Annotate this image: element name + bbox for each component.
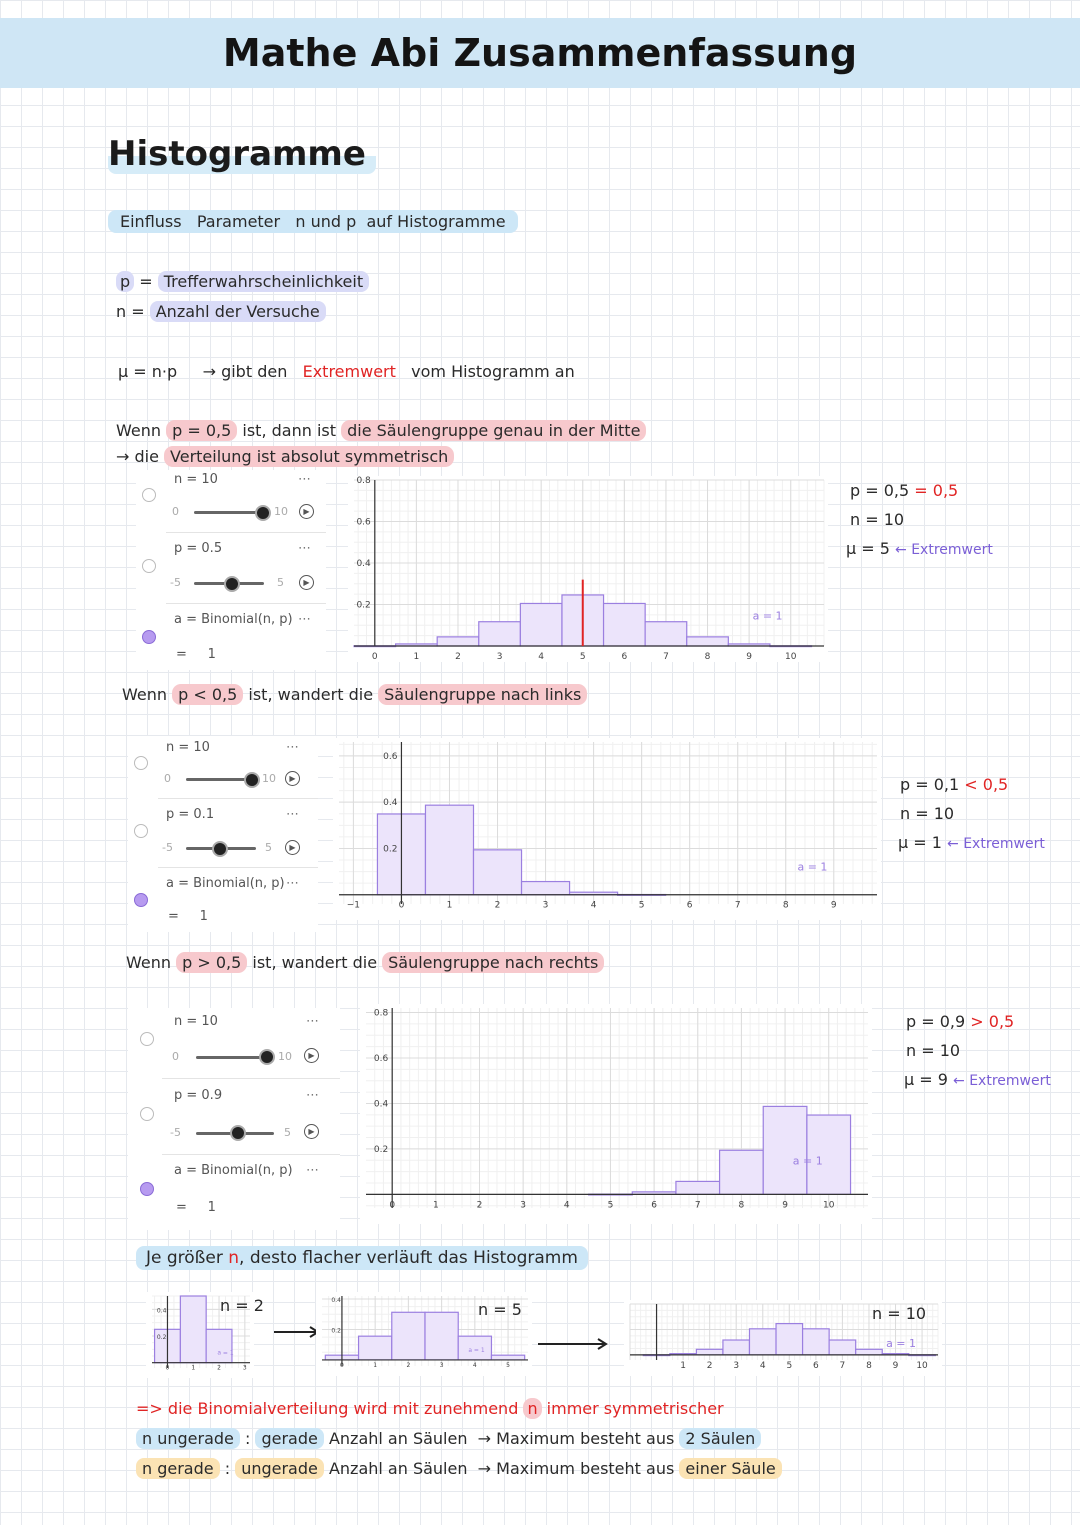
note-p-value: p = 0,9	[906, 1012, 966, 1031]
note-p-equal	[850, 481, 958, 500]
slider-n-knob[interactable]	[259, 1049, 275, 1065]
x-tick-label: 5	[579, 652, 586, 662]
divider	[158, 867, 318, 868]
slider-n-min: 0	[172, 505, 179, 518]
x-tick-label: 10	[822, 1200, 835, 1211]
slider-n-knob[interactable]	[244, 772, 260, 788]
slider-n-min: 0	[172, 1050, 179, 1063]
histogram-bar	[763, 1106, 807, 1194]
menu-dots[interactable]: ⋯	[306, 1163, 320, 1178]
histogram-bar	[520, 603, 562, 646]
x-tick-label: 9	[746, 652, 752, 662]
x-tick-label: 3	[542, 900, 549, 911]
note-p-greater	[906, 1012, 1014, 1031]
x-tick-label: 4	[563, 1200, 570, 1211]
odd-label: n ungerade	[136, 1428, 240, 1449]
case-equal-line-2	[116, 447, 454, 466]
y-tick-label: 0.6	[356, 517, 371, 528]
slider-p-min: -5	[170, 1126, 181, 1139]
histogram-bar	[749, 1329, 776, 1355]
visibility-toggle-p[interactable]	[142, 559, 156, 573]
menu-dots[interactable]: ⋯	[286, 876, 300, 891]
binomial-value: = 1	[168, 909, 208, 924]
case-greater-text: ist, wandert die	[252, 953, 378, 972]
chart-label: a = 1	[217, 1349, 234, 1357]
visibility-toggle-a[interactable]	[140, 1182, 154, 1196]
y-tick-label: 0.8	[373, 1008, 389, 1019]
case-equal-text: ist, dann ist	[242, 421, 336, 440]
x-tick-label: 8	[866, 1360, 872, 1371]
histogram-bar	[856, 1349, 883, 1355]
x-tick-label: 1	[413, 652, 420, 662]
slider-p-min: -5	[162, 841, 173, 854]
note-mu-value: μ = 9	[904, 1070, 948, 1089]
x-tick-label: 7	[663, 652, 669, 662]
mu-formula: μ = n·p	[118, 362, 178, 381]
visibility-toggle-n[interactable]	[140, 1032, 154, 1046]
y-tick-label: 0.4	[383, 798, 398, 809]
even-result: einer Säule	[679, 1458, 781, 1479]
note-mu-greater	[904, 1070, 1051, 1089]
histogram-p05[interactable]	[348, 476, 828, 662]
histogram-p01[interactable]	[333, 738, 881, 920]
intro-word-2: Parameter	[196, 212, 281, 231]
note-mu-value: μ = 5	[846, 539, 890, 558]
menu-dots[interactable]: ⋯	[298, 472, 312, 487]
y-tick-label: 0.6	[373, 1054, 389, 1064]
play-icon[interactable]: ▶	[285, 771, 300, 786]
histogram-bar	[425, 805, 473, 895]
section-heading	[108, 134, 376, 174]
x-tick-label: 4	[759, 1360, 766, 1371]
histogram-bar	[604, 603, 646, 646]
histogram-bar	[474, 850, 522, 895]
arrow-right-icon	[536, 1336, 610, 1352]
divider	[162, 1154, 340, 1155]
x-tick-label: 0	[389, 1200, 396, 1211]
chart-label: a = 1	[886, 1336, 917, 1350]
intro-word-1: Einfluss	[120, 212, 182, 231]
geogebra-panel-1	[136, 470, 326, 670]
slider-p-knob[interactable]	[212, 841, 228, 857]
x-tick-label: 1	[680, 1360, 686, 1371]
conclusion-arrow: =>	[136, 1399, 163, 1418]
note-p-compare: = 0,5	[914, 481, 959, 500]
histogram-bar	[645, 622, 687, 646]
x-tick-label: 8	[782, 900, 789, 911]
note-p-compare: > 0,5	[970, 1012, 1015, 1031]
y-tick-label: 0.2	[331, 1327, 341, 1335]
x-tick-label: 3	[520, 1200, 527, 1211]
histogram-bar	[676, 1181, 720, 1194]
slider-n-label: n = 10	[174, 472, 218, 487]
x-tick-label: 6	[812, 1360, 819, 1371]
note-p-compare: < 0,5	[964, 775, 1009, 794]
histogram-bar	[180, 1296, 206, 1363]
histogram-bar	[720, 1150, 764, 1194]
x-tick-label: 6	[651, 1200, 657, 1211]
menu-dots[interactable]: ⋯	[298, 541, 312, 556]
def-p-eq: =	[139, 272, 153, 291]
even-label: n gerade	[136, 1458, 220, 1479]
case-greater-condition: p > 0,5	[176, 952, 247, 973]
note-mu-less	[898, 833, 1045, 852]
visibility-toggle-a[interactable]	[134, 893, 148, 907]
note-mu-value: μ = 1	[898, 833, 942, 852]
visibility-toggle-a[interactable]	[142, 630, 156, 644]
x-tick-label: 10	[784, 652, 797, 662]
heading-text: Histogramme	[108, 134, 376, 174]
x-tick-label: 0	[165, 1364, 170, 1372]
mu-arrow-text: → gibt den	[202, 362, 288, 381]
x-tick-label: 9	[892, 1360, 899, 1371]
note-p-less	[900, 775, 1008, 794]
label-n5: n = 5	[478, 1300, 522, 1319]
chart-label: a = 1	[792, 1154, 823, 1168]
x-tick-label: 5	[638, 900, 645, 911]
odd-result: 2 Säulen	[679, 1428, 761, 1449]
flatness-text-a: Je größer	[146, 1248, 223, 1268]
y-tick-label: 0.6	[383, 751, 398, 762]
even-colon: :	[224, 1459, 231, 1478]
slider-p-label: p = 0.1	[166, 807, 215, 822]
y-tick-label: 0.2	[356, 600, 371, 611]
case-equal-symmetric: Verteilung ist absolut symmetrisch	[164, 446, 454, 467]
y-tick-label: 0.4	[156, 1307, 167, 1315]
histogram-p09[interactable]	[360, 1004, 872, 1224]
flatness-text-b: , desto flacher verläuft das Histogramm	[239, 1248, 578, 1268]
case-equal-highlight: die Säulengruppe genau in der Mitte	[341, 420, 646, 441]
divider	[166, 603, 326, 604]
chart-label: a = 1	[752, 609, 783, 623]
slider-p-label: p = 0.5	[174, 541, 223, 556]
slider-p-knob[interactable]	[224, 576, 240, 592]
binomial-definition[interactable]: a = Binomial(n, p)	[166, 876, 285, 891]
x-tick-label: 6	[621, 652, 628, 662]
label-n2: n = 2	[220, 1296, 264, 1315]
x-tick-label: 2	[494, 900, 501, 911]
histogram-bar	[479, 622, 521, 646]
y-tick-label: 0.2	[373, 1144, 389, 1155]
slider-p-max: 5	[284, 1126, 291, 1139]
case-less-wenn: Wenn	[122, 685, 168, 704]
definition-p	[116, 272, 369, 291]
visibility-toggle-p[interactable]	[134, 824, 148, 838]
y-tick-label: 0.4	[331, 1297, 341, 1305]
even-rule	[136, 1459, 782, 1478]
case-equal-condition: p = 0,5	[166, 420, 237, 441]
case-less-condition: p < 0,5	[172, 684, 243, 705]
odd-even-count: gerade	[255, 1428, 323, 1449]
geogebra-panel-2	[128, 736, 318, 932]
conclusion-text-b: immer symmetrischer	[546, 1399, 724, 1418]
x-tick-label: 2	[476, 1200, 483, 1211]
x-tick-label: 4	[472, 1361, 477, 1369]
x-tick-label: 0	[340, 1361, 344, 1369]
mu-line	[118, 362, 575, 381]
histogram-bar	[437, 637, 479, 646]
divider	[162, 1078, 340, 1079]
x-tick-label: 1	[373, 1361, 378, 1369]
note-extremwert: ← Extremwert	[895, 542, 993, 558]
conclusion-text-a: die Binomialverteilung wird mit zunehmend	[167, 1399, 519, 1418]
binomial-definition[interactable]: a = Binomial(n, p)	[174, 612, 293, 627]
conclusion-line	[136, 1399, 724, 1418]
case-greater-highlight: Säulengruppe nach rechts	[382, 952, 604, 973]
histogram-bar	[392, 1312, 425, 1360]
x-tick-label: 0	[398, 900, 405, 911]
divider	[158, 798, 318, 799]
slider-p-max: 5	[265, 841, 272, 854]
x-tick-label: 5	[786, 1360, 793, 1371]
x-tick-label: 1	[191, 1364, 196, 1372]
x-tick-label: 9	[830, 900, 837, 911]
y-tick-label: 0.4	[373, 1099, 389, 1110]
x-tick-label: 2	[217, 1364, 221, 1372]
note-p-value: p = 0,5	[850, 481, 910, 500]
menu-dots[interactable]: ⋯	[306, 1014, 320, 1029]
odd-arrow: → Maximum besteht aus	[477, 1429, 675, 1448]
x-tick-label: 3	[439, 1361, 444, 1369]
play-icon[interactable]: ▶	[299, 575, 314, 590]
x-tick-label: 8	[738, 1200, 745, 1211]
x-tick-label: 3	[733, 1360, 740, 1371]
y-tick-label: 0.2	[156, 1334, 167, 1341]
case-less-text: ist, wandert die	[248, 685, 374, 704]
y-tick-label: 0.2	[383, 844, 398, 855]
visibility-toggle-n[interactable]	[134, 756, 148, 770]
x-tick-label: 2	[706, 1360, 713, 1371]
x-tick-label: 7	[734, 900, 741, 911]
x-tick-label: 2	[406, 1361, 411, 1369]
binomial-value: = 1	[176, 1200, 216, 1215]
slider-n-label: n = 10	[174, 1014, 218, 1029]
x-tick-label: 6	[686, 900, 693, 911]
x-tick-label: 8	[704, 652, 711, 662]
play-icon[interactable]: ▶	[299, 504, 314, 519]
arrow-right-icon	[272, 1324, 322, 1340]
note-mu-equal	[846, 539, 993, 558]
histogram-bar	[829, 1340, 856, 1355]
slider-n-knob[interactable]	[255, 505, 271, 521]
play-icon[interactable]: ▶	[304, 1048, 319, 1063]
play-icon[interactable]: ▶	[285, 840, 300, 855]
case-less-highlight: Säulengruppe nach links	[378, 684, 587, 705]
odd-rule	[136, 1429, 761, 1448]
slider-p-knob[interactable]	[230, 1125, 246, 1141]
chart-label: a = 1	[797, 860, 828, 874]
def-n-text: Anzahl der Versuche	[155, 302, 320, 321]
x-tick-label: 3	[496, 652, 503, 662]
menu-dots[interactable]: ⋯	[286, 807, 300, 822]
x-tick-label: 1	[432, 1200, 439, 1211]
x-tick-label: 0	[371, 652, 378, 662]
slider-p-min: -5	[170, 576, 181, 589]
even-odd-count: ungerade	[235, 1458, 324, 1479]
menu-dots[interactable]: ⋯	[306, 1088, 320, 1103]
histogram-bar	[723, 1340, 750, 1355]
x-tick-label: 3	[242, 1364, 247, 1372]
divider	[166, 532, 326, 533]
x-tick-label: 7	[694, 1200, 701, 1211]
histogram-bar	[803, 1329, 830, 1355]
case-equal-line-1	[116, 421, 646, 440]
visibility-toggle-n[interactable]	[142, 488, 156, 502]
case-equal-arrow: → die	[116, 447, 159, 466]
histogram-bar	[206, 1329, 232, 1362]
x-tick-label: 10	[916, 1360, 928, 1371]
y-tick-label: 0.8	[356, 476, 371, 486]
slider-p-label: p = 0.9	[174, 1088, 223, 1103]
binomial-value: = 1	[176, 647, 216, 662]
histogram-bar	[776, 1324, 803, 1355]
intro-word-4: auf Histogramme	[366, 212, 506, 231]
definition-n	[116, 302, 326, 321]
slider-p-max: 5	[277, 576, 284, 589]
histogram-bar	[696, 1349, 723, 1355]
menu-dots[interactable]: ⋯	[286, 740, 300, 755]
slider-n-label: n = 10	[166, 740, 210, 755]
def-p-var: p	[120, 272, 131, 291]
slider-n-max: 10	[278, 1050, 292, 1063]
x-tick-label: 4	[538, 652, 545, 662]
intro-word-3: n und p	[295, 212, 357, 231]
case-greater-wenn: Wenn	[126, 953, 172, 972]
binomial-definition[interactable]: a = Binomial(n, p)	[174, 1163, 293, 1178]
geogebra-panel-3	[128, 1008, 340, 1230]
flatness-n: n	[228, 1248, 240, 1268]
note-p-value: p = 0,1	[900, 775, 960, 794]
note-n-equal: n = 10	[850, 510, 905, 529]
x-tick-label: 5	[506, 1361, 510, 1369]
even-arrow: → Maximum besteht aus	[477, 1459, 675, 1478]
slider-n-min: 0	[164, 772, 171, 785]
play-icon[interactable]: ▶	[304, 1124, 319, 1139]
chart-label: a = 1	[468, 1347, 485, 1355]
histogram-bar	[425, 1312, 458, 1360]
slider-n-track[interactable]	[194, 511, 264, 514]
y-tick-label: 0.4	[356, 559, 371, 569]
note-n-greater: n = 10	[906, 1041, 961, 1060]
note-extremwert: ← Extremwert	[947, 836, 1045, 852]
even-text: Anzahl an Säulen	[328, 1459, 468, 1478]
flatness-line	[136, 1248, 588, 1268]
x-tick-label: 9	[782, 1200, 788, 1211]
note-n-less: n = 10	[900, 804, 955, 823]
page-title: Mathe Abi Zusammenfassung	[0, 18, 1080, 88]
histogram-bar	[359, 1336, 392, 1360]
note-extremwert: ← Extremwert	[953, 1073, 1051, 1089]
visibility-toggle-p[interactable]	[140, 1107, 154, 1121]
def-p-text: Trefferwahrscheinlichkeit	[163, 272, 364, 291]
case-equal-wenn: Wenn	[116, 421, 162, 440]
def-n-var: n	[116, 302, 127, 321]
odd-text: Anzahl an Säulen	[328, 1429, 468, 1448]
mu-rest: vom Histogramm an	[411, 362, 575, 381]
label-n10: n = 10	[872, 1304, 927, 1323]
case-greater-line	[126, 953, 604, 972]
x-tick-label: 7	[839, 1360, 846, 1371]
x-tick-label: 5	[607, 1200, 614, 1211]
slider-n-max: 10	[262, 772, 276, 785]
slider-n-max: 10	[274, 505, 288, 518]
histogram-bar	[687, 637, 729, 646]
case-less-line	[122, 685, 587, 704]
histogram-bar	[491, 1355, 524, 1360]
conclusion-n: n	[523, 1398, 541, 1419]
x-tick-label: 1	[446, 900, 453, 911]
histogram-bar	[522, 882, 570, 895]
def-n-eq: =	[131, 302, 145, 321]
x-tick-label: −1	[346, 900, 361, 911]
intro-line	[108, 212, 518, 231]
menu-dots[interactable]: ⋯	[298, 612, 312, 627]
odd-colon: :	[244, 1429, 251, 1448]
x-tick-label: 4	[590, 900, 597, 911]
mu-extremwert: Extremwert	[302, 362, 396, 381]
x-tick-label: 2	[455, 652, 461, 662]
